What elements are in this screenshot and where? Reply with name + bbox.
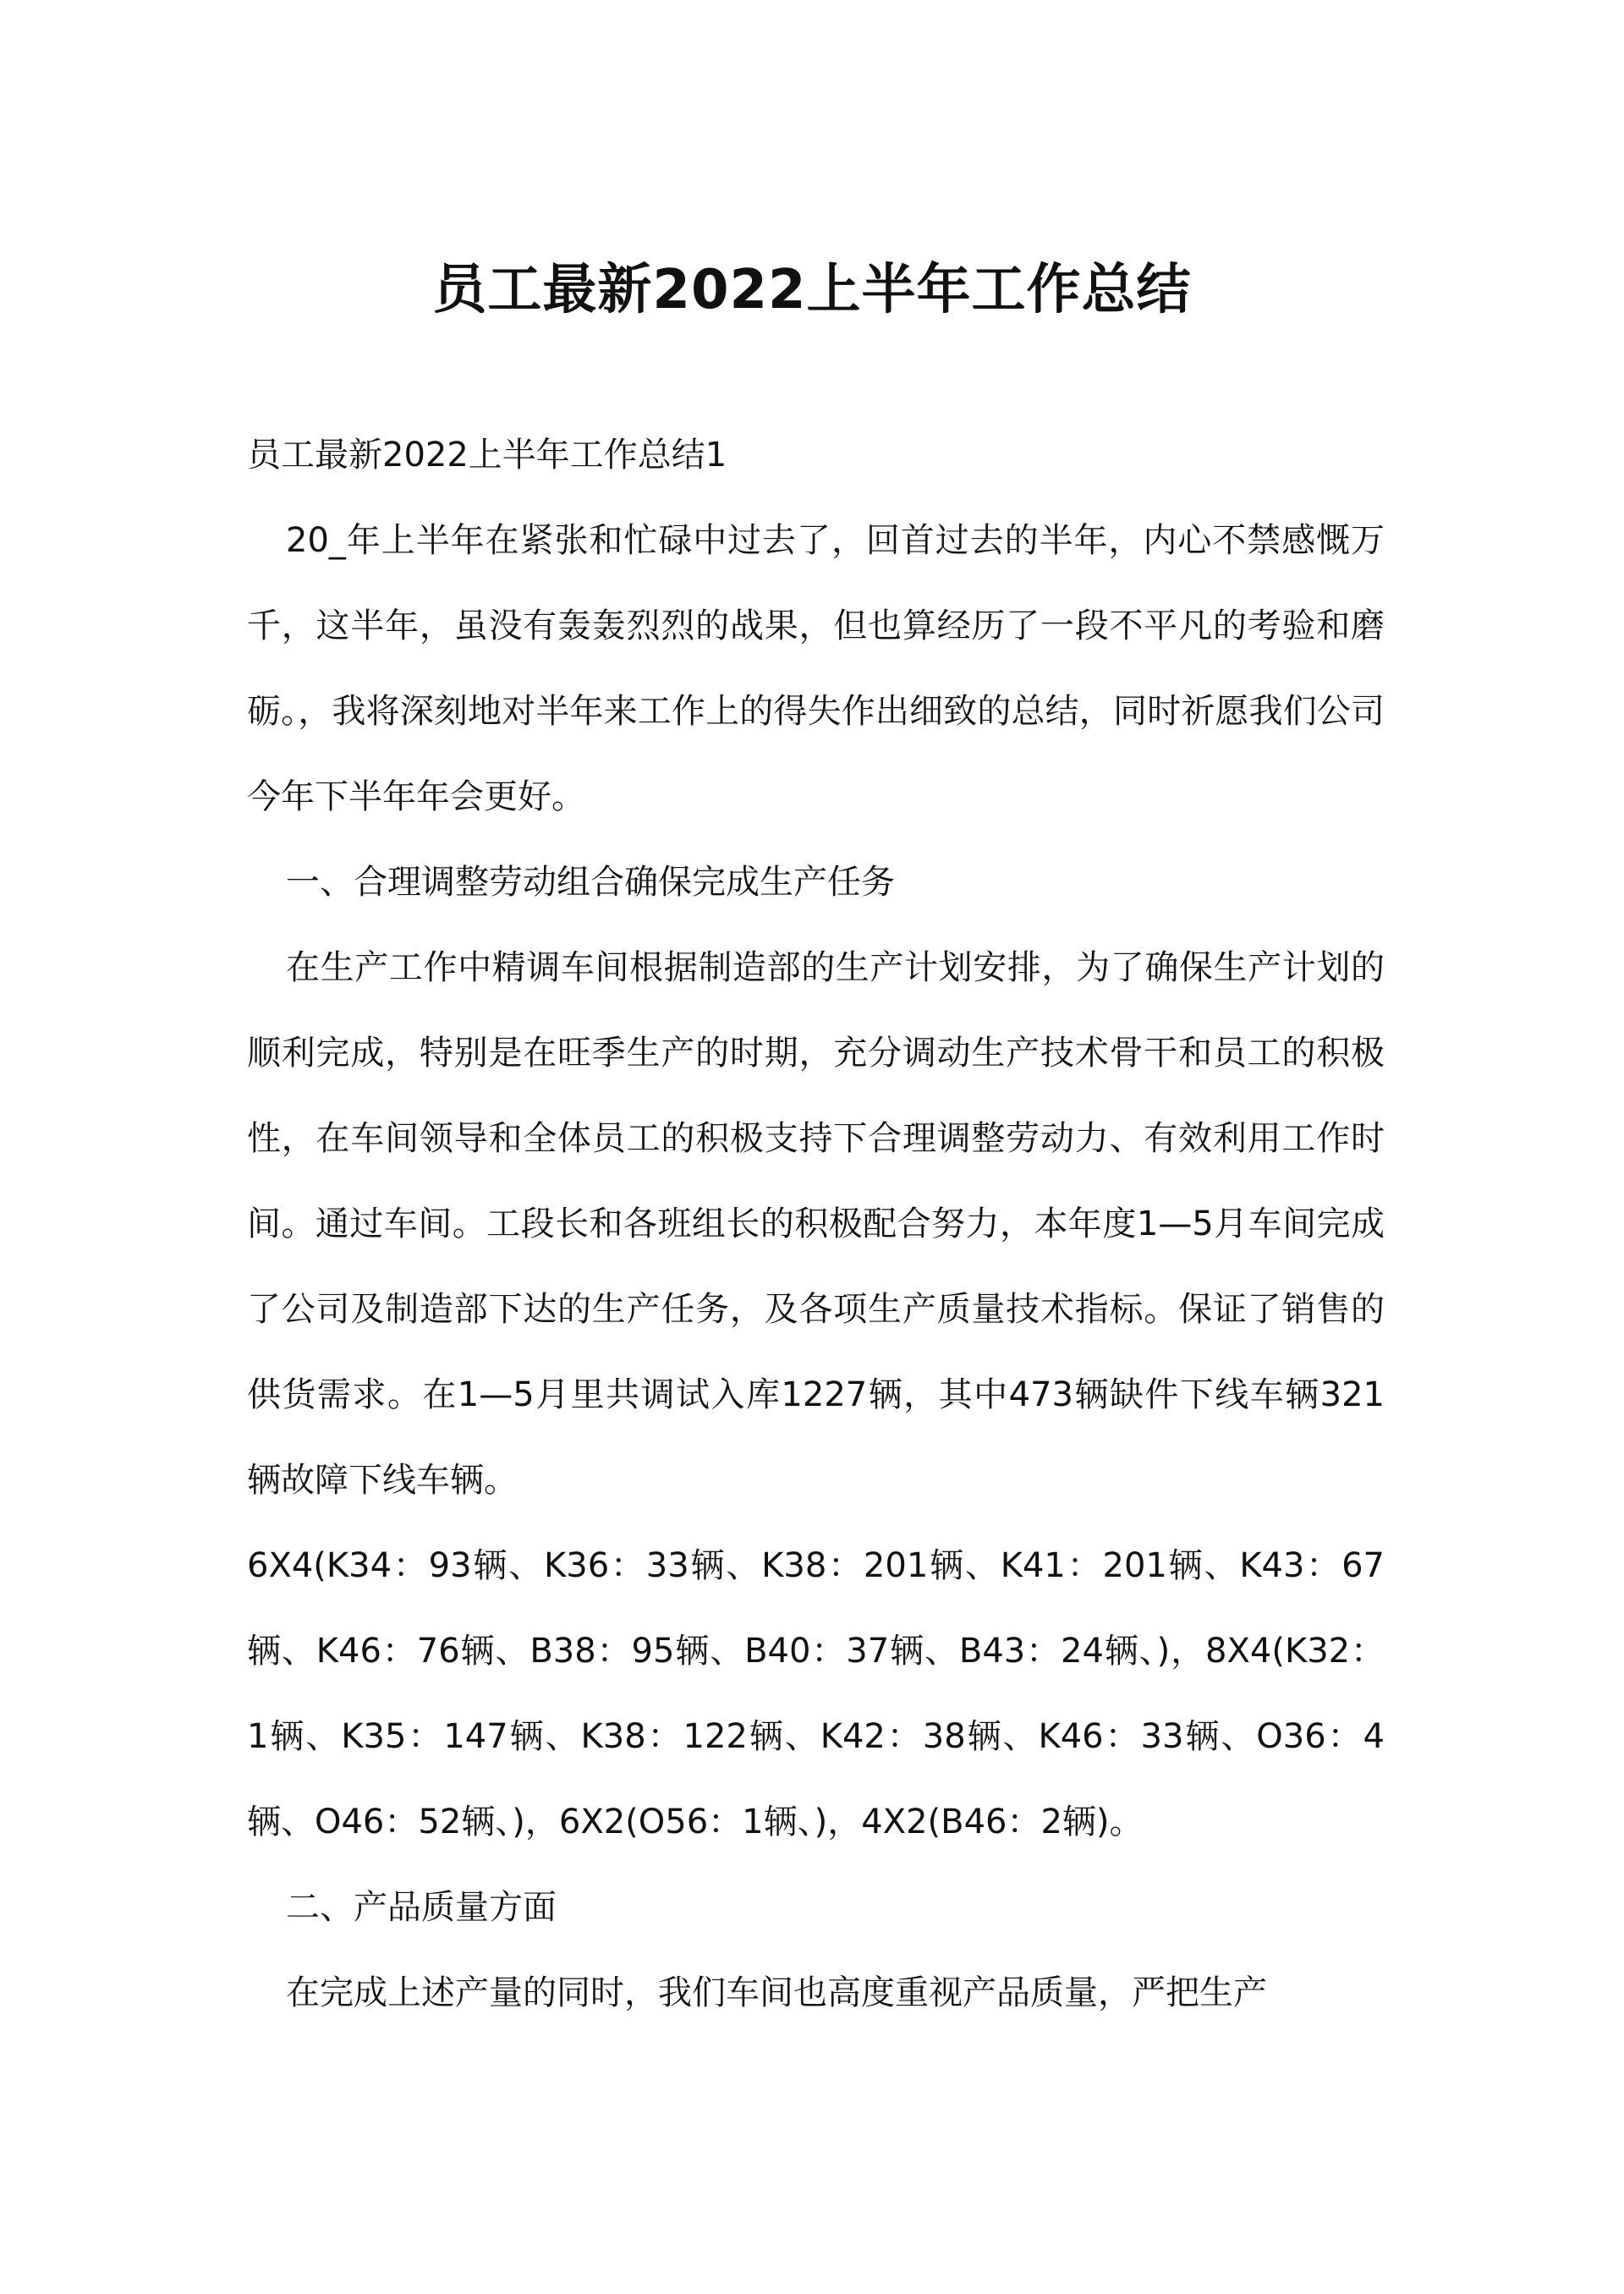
section-heading: 员工最新2022上半年工作总结1: [247, 436, 727, 475]
section-one-heading: 一、合理调整劳动组合确保完成生产任务: [286, 863, 895, 902]
section-two-heading: 二、产品质量方面: [286, 1888, 557, 1927]
production-paragraph: 在生产工作中精调车间根据制造部的生产计划安排，为了确保生产计划的顺利完成，特别是在旺季生产的时期，充分调动生产技术骨干和员工的积极性，在车间领导和全体员工的积极支持下合理调整劳动力、有效利用工作时间。通过车间。工段长和各班组长的积极配合努力，本年度1—5月车间完成了公司及制造部下达的生产任务，及各项生产质量技术指标。保证了销售的供货需求。在1—5月里共调试入库1227辆，其中473辆缺件下线车辆321辆故障下线车辆。: [247, 948, 1385, 1500]
vehicle-breakdown-paragraph: 6X4(K34：93辆、K36：33辆、K38：201辆、K41：201辆、K43：67辆、K46：76辆、B38：95辆、B40：37辆、B43：24辆、)，8X4(K32：1辆、K35：147辆、K38：122辆、K42：38辆、K46：33辆、O36：4辆、O46：52辆、)，6X2(O56：1辆、)，4X2(B46：2辆)。: [247, 1546, 1385, 1841]
document-body: [247, 413, 1385, 2036]
intro-paragraph: 20_年上半年在紧张和忙碌中过去了，回首过去的半年，内心不禁感慨万千，这半年，虽没有轰轰烈烈的战果，但也算经历了一段不平凡的考验和磨砺。，我将深刻地对半年来工作上的得失作出细致的总结，同时祈愿我们公司今年下半年年会更好。: [247, 521, 1385, 816]
document-title: 员工最新2022上半年工作总结: [432, 259, 1192, 321]
quality-paragraph: 在完成上述产量的同时，我们车间也高度重视产品质量，严把生产: [286, 1973, 1267, 2012]
